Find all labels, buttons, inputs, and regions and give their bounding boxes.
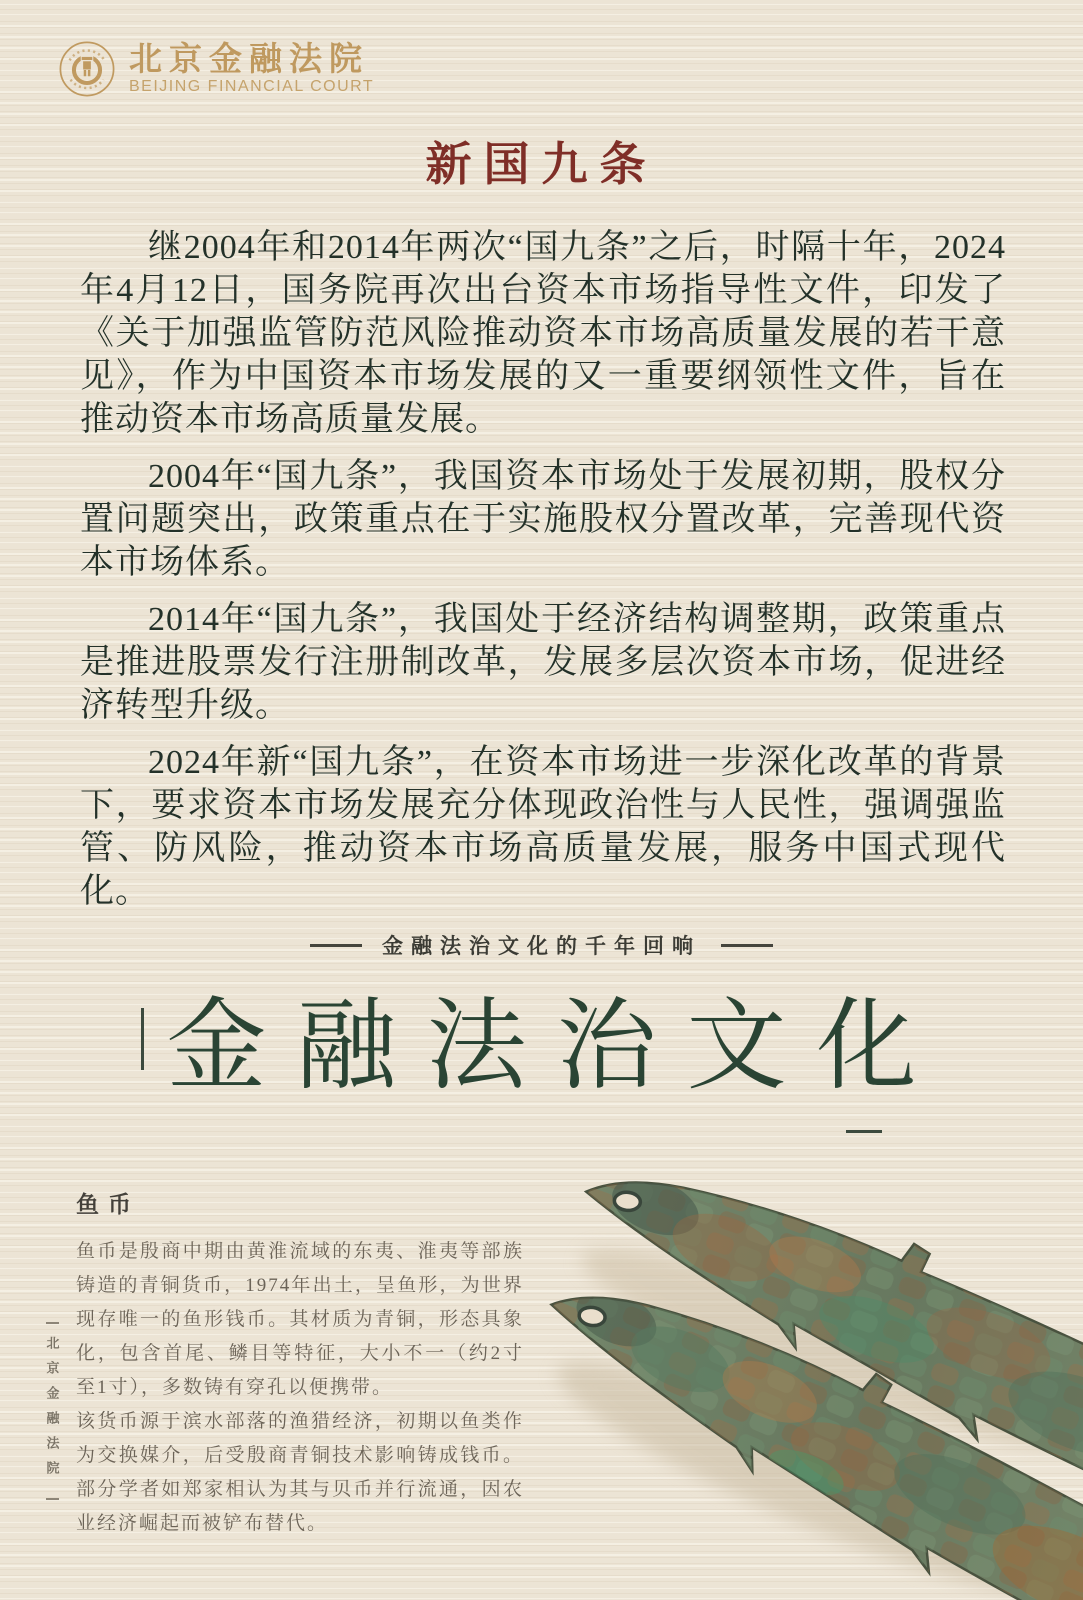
seal-char-1: 金	[166, 991, 267, 1102]
fish-coins-image	[521, 1158, 1083, 1600]
section-divider	[0, 930, 1083, 960]
article-paragraph-4: 2024年新“国九条”，在资本市场进一步深化改革的背景下，要求资本市场发展充分体现政治性与人民性，强调强监管、防风险，推动资本市场高质量发展，服务中国式现代化。	[80, 744, 1006, 910]
coin-paragraph-1: 鱼币是殷商中期由黄淮流域的东夷、淮夷等部族铸造的青铜货币，1974年出土，呈鱼形，为世界现存唯一的鱼形钱币。其材质为青铜，形态具象化，包含首尾、鳞目等特征，大小不一（约2寸至1寸），多数铸有穿孔以便携带。	[76, 1241, 524, 1398]
coin-paragraph-2: 该货币源于滨水部落的渔猎经济，初期以鱼类作为交换媒介，后受殷商青铜技术影响铸成钱币。部分学者如郑家相认为其与贝币并行流通，因农业经济崛起而被铲布替代。	[76, 1411, 524, 1534]
side-label-dash-bottom	[46, 1498, 59, 1500]
side-label-text: 北京金融法院	[44, 1336, 60, 1486]
court-seal-icon	[58, 40, 116, 98]
brand-name-zh: 北京金融法院	[129, 41, 369, 78]
seal-char-5: 文	[686, 991, 787, 1102]
article-paragraph-2: 2004年“国九条”，我国资本市场处于发展初期，股权分置问题突出，政策重点在于实施股权分置改革，完善现代资本市场体系。	[80, 458, 1006, 581]
article-paragraph-3: 2014年“国九条”，我国处于经济结构调整期，政策重点是推进股票发行注册制改革，发展多层次资本市场，促进经济转型升级。	[80, 601, 1006, 724]
coin-section	[76, 1186, 524, 1541]
article-body	[80, 226, 1006, 927]
decor-vertical-tick	[141, 1008, 144, 1070]
seal-char-6: 化	[816, 991, 917, 1102]
article-paragraph-1: 继2004年和2014年两次“国九条”之后，时隔十年，2024年4月12日，国务院再次出台资本市场指导性文件，印发了《关于加强监管防范风险推动资本市场高质量发展的若干意见》，作为中国资本市场发展的又一重要纲领性文件，旨在推动资本市场高质量发展。	[80, 229, 1006, 438]
side-vertical-label	[40, 1322, 64, 1500]
seal-char-4: 治	[556, 991, 657, 1102]
divider-line-left	[310, 944, 362, 947]
seal-script-title	[0, 982, 1083, 1112]
seal-char-2: 融	[296, 991, 397, 1102]
coin-heading: 鱼币	[76, 1191, 140, 1217]
divider-label: 金融法治文化的千年回响	[382, 935, 701, 958]
page-title: 新国九条	[425, 139, 658, 190]
decor-underline	[846, 1130, 882, 1133]
side-label-dash-top	[46, 1322, 59, 1324]
brand-name-en: BEIJING FINANCIAL COURT	[129, 78, 375, 96]
divider-line-right	[721, 944, 773, 947]
brand-text	[129, 42, 374, 96]
seal-char-3: 法	[426, 991, 527, 1102]
brand-header	[58, 40, 374, 98]
